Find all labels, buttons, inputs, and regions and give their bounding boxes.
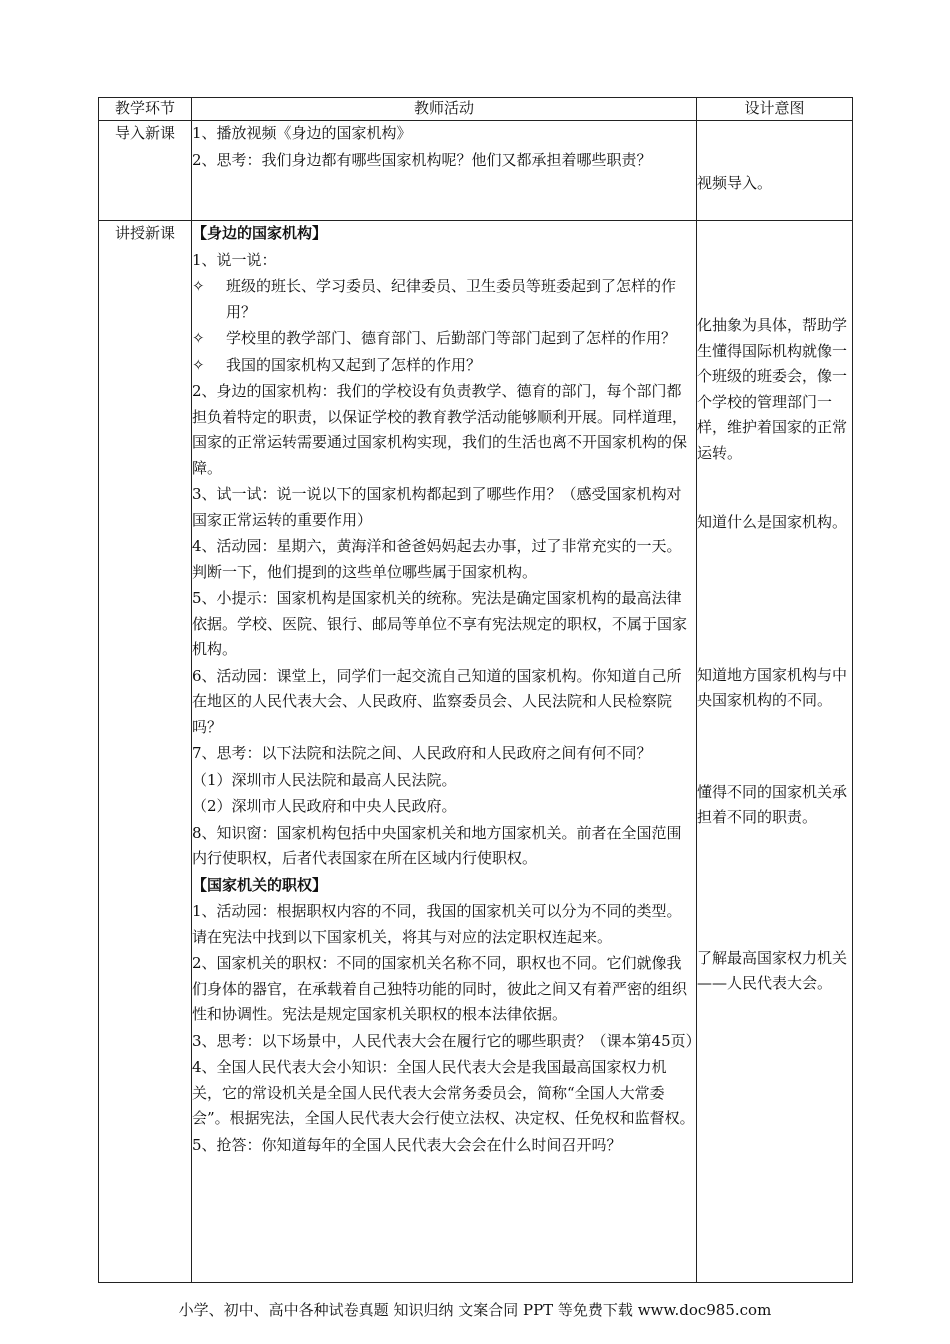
header-activity: 教师活动 bbox=[192, 98, 697, 121]
header-stage: 教学环节 bbox=[99, 98, 192, 121]
bullet-item bbox=[192, 353, 696, 379]
activity-line: 1、播放视频《身边的国家机构》 bbox=[192, 124, 412, 142]
activity-paragraph: （2）深圳市人民政府和中央人民政府。 bbox=[192, 797, 457, 815]
activity-paragraph: 5、抢答：你知道每年的全国人民代表大会会在什么时间召开吗？ bbox=[192, 1135, 622, 1154]
table-row bbox=[99, 221, 853, 1283]
page-footer: 小学、初中、高中各种试卷真题 知识归纳 文案合同 PPT 等免费下载 www.doc985.com bbox=[178, 1301, 772, 1319]
activity-paragraph: 3、思考：以下场景中，人民代表大会在履行它的哪些职责？（课本第45页） bbox=[192, 1031, 701, 1050]
activity-paragraph: 2、身边的国家机构：我们的学校设有负责教学、德育的部门，每个部门都担负着特定的职责，以保证学校的教育教学活动能够顺利开展。同样道理，国家的正常运转需要通过国家机构实现，我们的生活也离不开国家机构的保障。 bbox=[192, 382, 688, 477]
intent-text: 知道什么是国家机构。 bbox=[697, 513, 848, 531]
stage-cell: 讲授新课 bbox=[99, 221, 192, 1283]
bullet-item bbox=[192, 274, 696, 325]
activity-paragraph: 4、活动园：星期六，黄海洋和爸爸妈妈起去办事，过了非常充实的一天。判断一下，他们提到的这些单位哪些属于国家机构。 bbox=[192, 537, 682, 581]
activity-paragraph: 3、试一试：说一说以下的国家机构都起到了哪些作用？（感受国家机构对国家正常运转的重要作用） bbox=[192, 485, 682, 529]
bullet-item bbox=[192, 326, 696, 352]
diamond-bullet-icon: ✧ bbox=[192, 277, 205, 295]
activity-paragraph: 4、全国人民代表大会小知识：全国人民代表大会是我国最高国家权力机关，它的常设机关是全国人民代表大会常务委员会，简称“全国人大常委会”。根据宪法，全国人民代表大会行使立法权、决定权、任免权和监督权。 bbox=[192, 1058, 695, 1127]
intent-cell: 视频导入。 bbox=[697, 121, 853, 221]
bullet-text: 班级的班长、学习委员、纪律委员、卫生委员等班委起到了怎样的作用？ bbox=[226, 277, 677, 321]
intent-text: 知道地方国家机构与中央国家机构的不同。 bbox=[697, 665, 848, 709]
diamond-bullet-icon: ✧ bbox=[192, 329, 205, 347]
bullet-text: 学校里的教学部门、德育部门、后勤部门等部门起到了怎样的作用？ bbox=[226, 329, 677, 347]
intent-text: 化抽象为具体，帮助学生懂得国际机构就像一个班级的班委会，像一个学校的管理部门一样，维护着国家的正常运转。 bbox=[697, 316, 848, 462]
activity-line: 2、思考：我们身边都有哪些国家机构呢？他们又都承担着哪些职责？ bbox=[192, 150, 652, 169]
section-heading: 【国家机关的职权】 bbox=[192, 875, 328, 894]
intent-cell bbox=[697, 221, 853, 1283]
activity-line: 1、说一说： bbox=[192, 250, 277, 269]
table-row bbox=[99, 121, 853, 221]
lesson-plan-table bbox=[98, 97, 853, 1283]
stage-cell: 导入新课 bbox=[99, 121, 192, 221]
activity-paragraph: 6、活动园：课堂上，同学们一起交流自己知道的国家机构。你知道自己所在地区的人民代表大会、人民政府、监察委员会、人民法院和人民检察院吗？ bbox=[192, 666, 682, 736]
activity-paragraph: （1）深圳市人民法院和最高人民法院。 bbox=[192, 770, 457, 789]
bullet-text: 我国的国家机构又起到了怎样的作用？ bbox=[226, 355, 482, 374]
section-heading: 【身边的国家机构】 bbox=[192, 224, 328, 242]
activity-paragraph: 5、小提示：国家机构是国家机关的统称。宪法是确定国家机构的最高法律依据。学校、医院、银行、邮局等单位不享有宪法规定的职权，不属于国家机构。 bbox=[192, 589, 688, 658]
header-intent: 设计意图 bbox=[697, 98, 853, 121]
intent-text: 懂得不同的国家机关承担着不同的职责。 bbox=[697, 782, 848, 826]
intent-text: 了解最高国家权力机关——人民代表大会。 bbox=[697, 948, 848, 992]
activity-paragraph: 7、思考：以下法院和法院之间、人民政府和人民政府之间有何不同？ bbox=[192, 744, 652, 762]
header-row bbox=[99, 98, 853, 121]
activity-paragraph: 8、知识窗：国家机构包括中央国家机关和地方国家机关。前者在全国范围内行使职权，后者代表国家在所在区域内行使职权。 bbox=[192, 823, 682, 867]
activity-paragraph: 2、国家机关的职权：不同的国家机关名称不同，职权也不同。它们就像我们身体的器官，在承载着自己独特功能的同时，彼此之间又有着严密的组织性和协调性。宪法是规定国家机关职权的根本法律依据。 bbox=[192, 954, 688, 1023]
activity-cell bbox=[192, 221, 701, 1283]
diamond-bullet-icon: ✧ bbox=[192, 355, 205, 374]
activity-cell bbox=[192, 121, 697, 221]
activity-paragraph: 1、活动园：根据职权内容的不同，我国的国家机关可以分为不同的类型。请在宪法中找到以下国家机关，将其与对应的法定职权连起来。 bbox=[192, 902, 682, 946]
